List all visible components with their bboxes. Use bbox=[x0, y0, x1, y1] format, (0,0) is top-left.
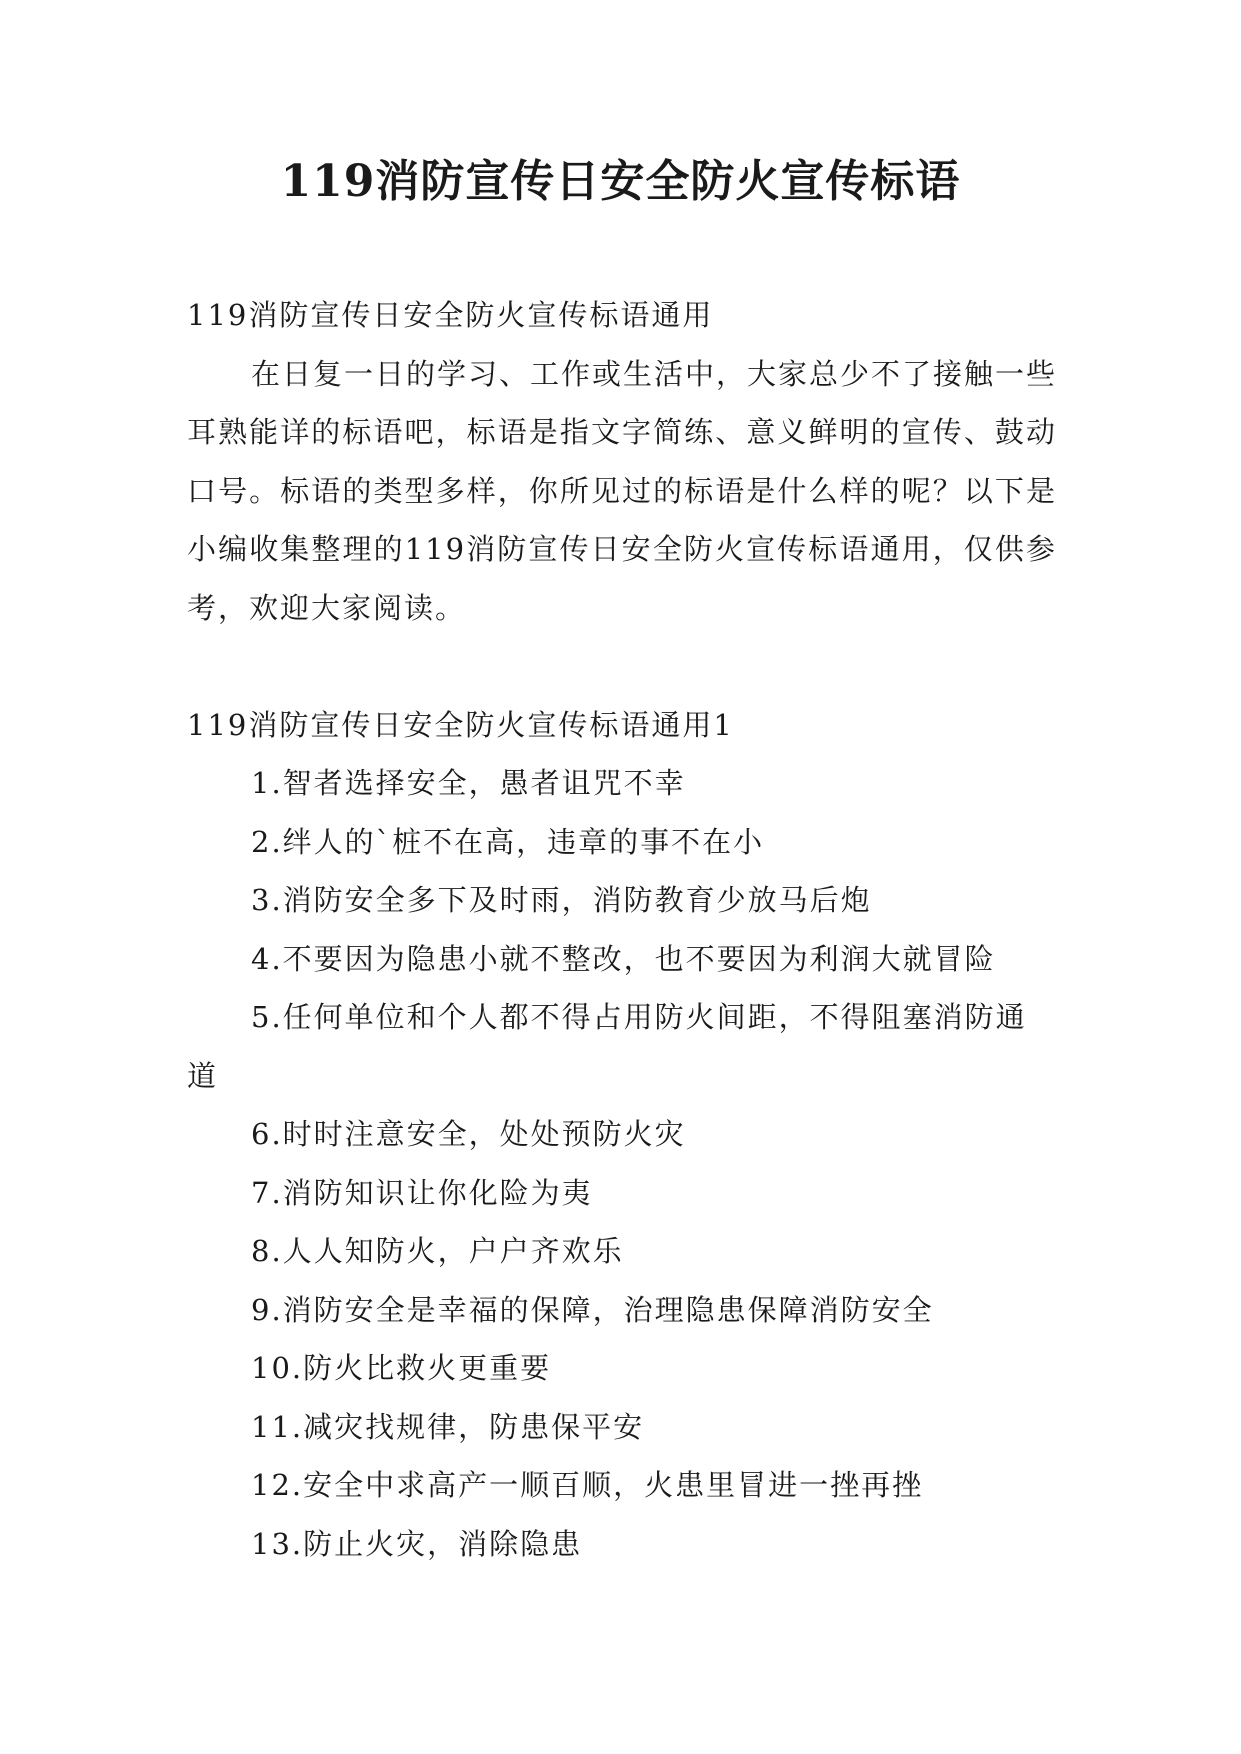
slogan-item: 1.智者选择安全，愚者诅咒不幸 bbox=[251, 766, 686, 800]
paragraph-spacer bbox=[187, 637, 1057, 696]
slogan-item: 3.消防安全多下及时雨，消防教育少放马后炮 bbox=[251, 883, 872, 917]
intro-paragraph: 在日复一日的学习、工作或生活中，大家总少不了接触一些耳熟能详的标语吧，标语是指文字简练、意义鲜明的宣传、鼓动口号。标语的类型多样，你所见过的标语是什么样的呢？以下是小编收集整理的119消防宣传日安全防火宣传标语通用，仅供参考，欢迎大家阅读。 bbox=[187, 356, 1058, 625]
slogan-item: 2.绊人的`桩不在高，违章的事不在小 bbox=[251, 824, 765, 859]
slogan-item: 8.人人知防火，户户齐欢乐 bbox=[251, 1234, 624, 1268]
document-heading: 119消防宣传日安全防火宣传标语通用 bbox=[187, 298, 714, 332]
slogan-item: 12.安全中求高产一顺百顺，火患里冒进一挫再挫 bbox=[251, 1468, 924, 1502]
slogan-item: 6.时时注意安全，处处预防火灾 bbox=[251, 1117, 686, 1151]
slogan-item: 10.防火比救火更重要 bbox=[251, 1351, 552, 1385]
section-heading: 119消防宣传日安全防火宣传标语通用1 bbox=[187, 707, 734, 742]
slogan-item: 7.消防知识让你化险为夷 bbox=[251, 1175, 593, 1210]
slogan-list bbox=[187, 754, 1057, 1573]
slogan-item: 13.防止火灾，消除隐患 bbox=[251, 1526, 583, 1561]
slogan-item: 9.消防安全是幸福的保障，治理隐患保障消防安全 bbox=[251, 1292, 934, 1327]
document-body bbox=[187, 286, 1057, 1573]
slogan-item: 11.减灾找规律，防患保平安 bbox=[251, 1409, 645, 1444]
slogan-item: 5.任何单位和个人都不得占用防火间距，不得阻塞消防通道 bbox=[187, 1000, 1027, 1093]
document-title: 119消防宣传日安全防火宣传标语 bbox=[280, 156, 961, 207]
slogan-item: 4.不要因为隐患小就不整改，也不要因为利润大就冒险 bbox=[251, 941, 996, 976]
